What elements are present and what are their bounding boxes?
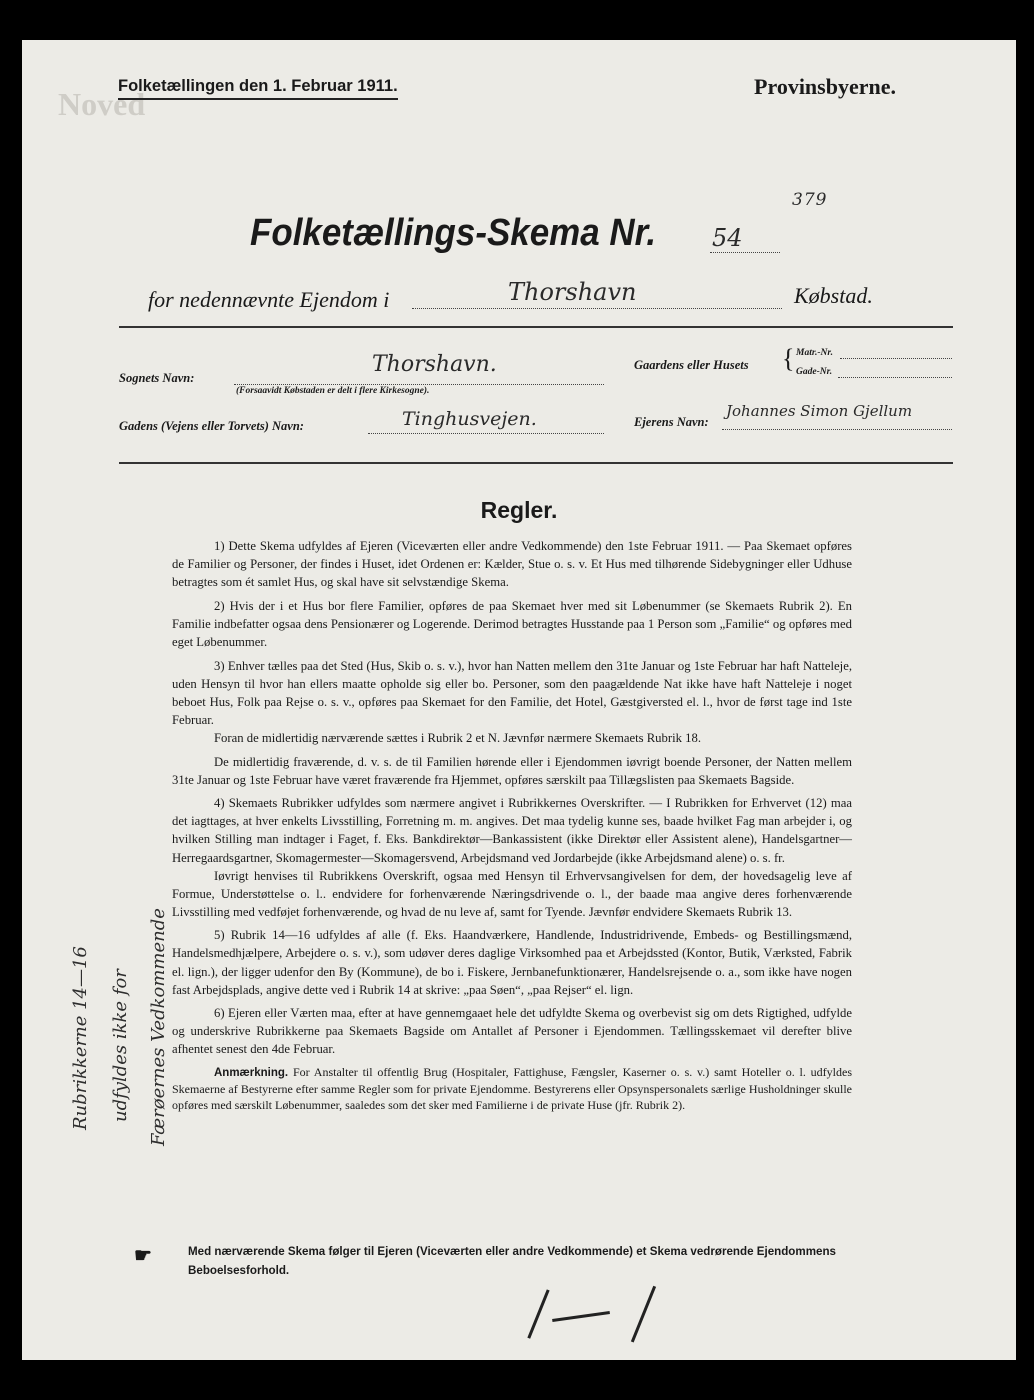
rule-paragraph: Foran de midlertidig nærværende sættes i Rubrik 2 et N. Jævnfør nærmere Skemaets Rubrik 18. bbox=[214, 730, 701, 745]
divider-bottom bbox=[119, 462, 953, 464]
marginal-note-3: Færøernes Vedkommende bbox=[148, 908, 169, 1146]
census-form-page bbox=[22, 40, 1016, 1360]
house-label: Gaardens eller Husets bbox=[634, 358, 749, 372]
town-handwritten: Thorshavn bbox=[508, 278, 637, 306]
owner-label: Ejerens Navn: bbox=[634, 415, 709, 429]
form-title: Folketællings-Skema Nr. bbox=[250, 212, 657, 254]
street-value: Tinghusvejen. bbox=[402, 408, 537, 430]
marginal-note-1: Rubrikkerne 14—16 bbox=[70, 946, 91, 1130]
pencil-number: 379 bbox=[792, 190, 828, 210]
gade-label: Gade-Nr. bbox=[796, 367, 833, 377]
tally-stroke-dash bbox=[552, 1311, 610, 1322]
parish-note: (Forsaavidt Købstaden er delt i flere Kirkesogne). bbox=[236, 386, 430, 396]
rule-paragraph: 3) Enhver tælles paa det Sted (Hus, Skib o. s. v.), hvor han Natten mellem den 31te Januar og 1ste Februar har haft Natteleje, uden Hensyn til hvor han ellers maatte opholde sig eller bo. Personer, som den paagældende Nat ikke have haft Natteleje i noget beboet Hus, Folk paa Rejse o. s. v., opføres paa Skemaet for den Familie, det Hotel, Gæstgiversted el. l., hvor de først tage ind 1ste Februar. bbox=[172, 658, 852, 727]
owner-line bbox=[722, 429, 952, 430]
marginal-note-2: udfyldes ikke for bbox=[110, 969, 131, 1122]
rule-paragraph: 6) Ejeren eller Værten maa, efter at have gennemgaaet hele det udfyldte Skema og overbevist sig om dets Rigtighed, udfylde og underskrive Rubrikkerne paa Skemaets Bagside om Antallet af Personer i Ejendommen. Tællingsskemaet vil derefter blive afhentet senest den 4de Februar. bbox=[172, 1006, 852, 1057]
rule-paragraph: Iøvrigt henvises til Rubrikkens Overskrift, ogsaa med Hensyn til Erhvervsangivelsen for dem, der hovedsagelig leve af Formue, Understøttelse o. l.. endvidere for forhenværende Næringsdrivende o. l., der baade maa angive deres forhenværende Livsstilling med vedføjet forhenværende, og hvad de nu leve af, samt for Tyende. Jævnfør endvidere Skemaets Rubrik 13. bbox=[172, 868, 852, 919]
district-type: Provinsbyerne. bbox=[754, 74, 896, 99]
rule-paragraph: De midlertidig fraværende, d. v. s. de til Familien hørende eller i Ejendommen iøvrigt boende Personer, der Natten mellem 31te Januar og 1ste Februar have været fraværende fra Hjemmet, opføres særskilt paa Tillægslisten paa Skemaets Bagside. bbox=[172, 754, 852, 787]
parish-label: Sognets Navn: bbox=[119, 371, 195, 385]
rule-paragraph: 1) Dette Skema udfyldes af Ejeren (Viceværten eller andre Vedkommende) den 1ste Februar 1911. — Paa Skemaet opføres de Familier og Personer, der findes i Huset, idet Ordenen er: Kælder, Stue o. s. v. Et Hus med tilhørende Sidebygninger eller Udhuse betragtes som ét samlet Hus, og skal have sit selvstændige Skema. bbox=[172, 539, 852, 590]
town-line bbox=[412, 308, 782, 309]
rule-paragraph: 5) Rubrik 14—16 udfyldes af alle (f. Eks. Haandværkere, Handlende, Industridrivende, Embeds- og Bestillingsmænd, Handelsmedhjælpere, Arbejdere o. s. v.), som udøver deres daglige Virksomhed paa et Arbejdssted (Kontor, Butik, Værksted, Fabrik el. lign.), der ligger udenfor den By (Kommune), de bo i. Fiskere, Jernbanefunktionærer, Handelsrejsende o. a., som ikke have nogen fast Arbejdsplads, angive dette ved i Rubrik 14 at skrive: „paa Søen“, „paa Rejser“ el. lign. bbox=[172, 928, 852, 997]
rule-paragraph: 2) Hvis der i et Hus bor flere Familier, opføres de paa Skemaet hver med sit Løbenummer (se Skemaets Rubrik 2). En Familie indbefatter ogsaa dens Pensionærer og Logerende. Derimod betragtes Husstande paa 1 Person som „Familie“ og opføres med eget Løbenummer. bbox=[172, 598, 852, 649]
rules-text bbox=[172, 537, 852, 1119]
rule-paragraph: 4) Skemaets Rubrikker udfyldes som nærmere angivet i Rubrikkernes Overskrifter. — I Rubrikken for Erhvervet (12) maa det iagttages, at hver enkelts Livsstilling, Forretning m. m. angives. Det maa tydelig kunne ses, baade hvilket Fag man arbejder i, og hvilken Stilling man indtager i Faget, f. Eks. Bankdirektør—Bankassistent (ikke Direktør eller Assistent alene), Handelsgartner—Herregaardsgartner, Skomagermester—Skomagersvend, Arbejdsmand ved Jordarbejde (ikke Arbejdsmand alene) o. s. fr. bbox=[172, 796, 852, 865]
pointing-hand-icon: ☛ bbox=[134, 1245, 152, 1267]
parish-value: Thorshavn. bbox=[372, 352, 497, 377]
street-line bbox=[368, 433, 604, 434]
form-number-line bbox=[710, 252, 780, 253]
form-number-handwritten: 54 bbox=[712, 224, 743, 252]
census-title: Folketællingen den 1. Februar 1911. bbox=[118, 77, 398, 100]
gade-line bbox=[838, 377, 952, 378]
footer-note: Med nærværende Skema følger til Ejeren (Viceværten eller andre Vedkommende) et Skema vedrørende Ejendommens Beboelsesforhold. bbox=[188, 1245, 836, 1277]
note-label: Anmærkning. bbox=[214, 1067, 289, 1080]
brace-icon: { bbox=[782, 344, 795, 373]
property-suffix: Købstad. bbox=[794, 283, 873, 308]
note-text: For Anstalter til offentlig Brug (Hospitaler, Fattighuse, Fængsler, Kaserner o. s. v.) samt Hoteller o. l. udfyldes Skemaerne af Bestyrerne efter samme Regler som for private Ejendomme. Bestyrerens eller Opsynspersonalets særlige Husholdninger skulle opføres med særskilt Løbenummer, saaledes som det sker med Familierne i de private Huse (jfr. Rubrik 2). bbox=[172, 1065, 852, 1113]
divider-top bbox=[119, 326, 953, 328]
parish-line bbox=[234, 384, 604, 385]
matr-line bbox=[840, 358, 952, 359]
rules-heading: Regler. bbox=[480, 497, 558, 523]
street-label: Gadens (Vejens eller Torvets) Navn: bbox=[119, 419, 304, 433]
owner-value: Johannes Simon Gjellum bbox=[726, 402, 913, 420]
matr-label: Matr.-Nr. bbox=[796, 348, 833, 358]
tally-stroke-1 bbox=[527, 1289, 549, 1338]
tally-stroke-2 bbox=[631, 1286, 656, 1343]
ghost-stamp: Noved bbox=[58, 86, 146, 122]
note-paragraph bbox=[172, 1064, 852, 1113]
property-prefix: for nedennævnte Ejendom i bbox=[148, 287, 390, 312]
